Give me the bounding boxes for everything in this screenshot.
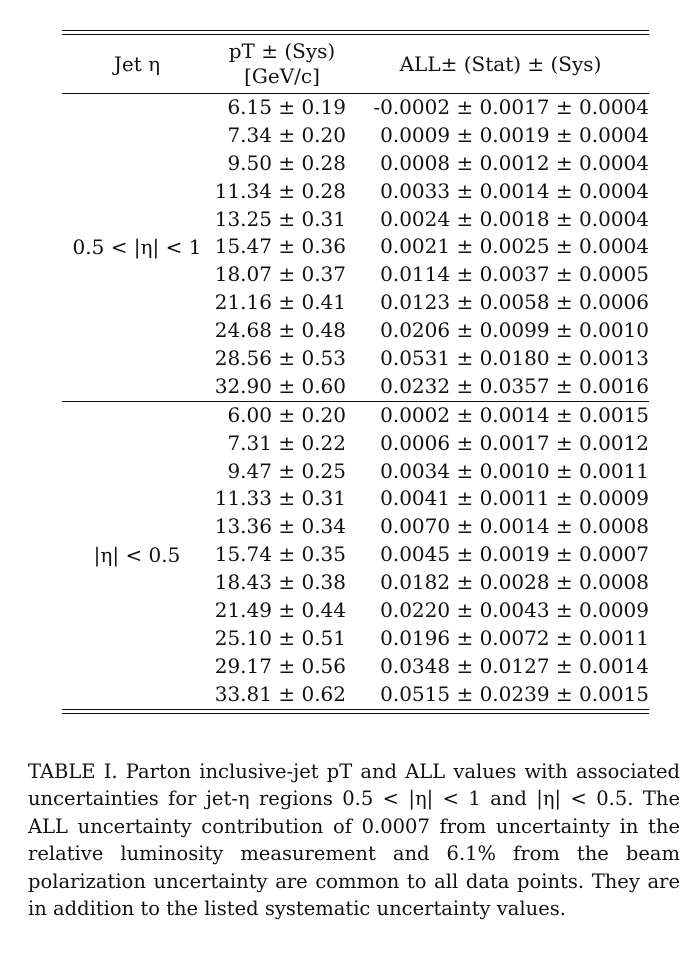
table-cell-all: 0.0008 ± 0.0012 ± 0.0004 [380, 150, 649, 175]
table-cell-all: 0.0070 ± 0.0014 ± 0.0008 [380, 514, 649, 539]
table-bottom-rule [62, 709, 649, 714]
table-cell-pt: 28.56 ± 0.53 [214, 346, 346, 371]
table-cell-pt: 15.47 ± 0.36 [214, 234, 346, 259]
table-cell-all: 0.0206 ± 0.0099 ± 0.0010 [380, 318, 649, 343]
table-cell-all: 0.0114 ± 0.0037 ± 0.0005 [380, 262, 649, 287]
header-pt-line1: pT ± (Sys) [228, 39, 336, 63]
table-cell-pt: 29.17 ± 0.56 [214, 653, 346, 678]
table-cell-all: 0.0220 ± 0.0043 ± 0.0009 [380, 598, 649, 623]
table-cell-pt: 21.49 ± 0.44 [214, 598, 346, 623]
table-cell-all: 0.0196 ± 0.0072 ± 0.0011 [380, 625, 649, 650]
table-cell-all: 0.0232 ± 0.0357 ± 0.0016 [380, 373, 649, 398]
table-cell-pt: 15.74 ± 0.35 [214, 542, 346, 567]
section-forward [62, 94, 649, 401]
table-cell-pt: 18.43 ± 0.38 [214, 570, 346, 595]
table-cell-all: -0.0002 ± 0.0017 ± 0.0004 [373, 95, 649, 119]
table-header [62, 35, 649, 93]
table-cell-pt: 7.31 ± 0.22 [227, 430, 346, 455]
header-pt-line2: [GeV/c] [244, 64, 320, 88]
section-label: |η| < 0.5 [93, 543, 181, 568]
table-cell-pt: 6.00 ± 0.20 [227, 402, 346, 427]
table-cell-pt: 13.25 ± 0.31 [214, 206, 346, 231]
section-central [62, 402, 649, 709]
table-cell-pt: 9.47 ± 0.25 [227, 458, 346, 483]
table-cell-all: 0.0033 ± 0.0014 ± 0.0004 [380, 178, 649, 203]
table-cell-pt: 18.07 ± 0.37 [214, 262, 346, 287]
table-cell-pt: 13.36 ± 0.34 [214, 514, 346, 539]
header-all: ALL± (Stat) ± (Sys) [399, 52, 602, 76]
table-cell-pt: 11.33 ± 0.31 [214, 486, 346, 511]
table-cell-pt: 11.34 ± 0.28 [214, 178, 346, 203]
section-label: 0.5 < |η| < 1 [72, 235, 202, 260]
table-cell-all: 0.0182 ± 0.0028 ± 0.0008 [380, 570, 649, 595]
table-cell-all: 0.0024 ± 0.0018 ± 0.0004 [380, 206, 649, 231]
table-cell-pt: 9.50 ± 0.28 [227, 150, 346, 175]
results-table [62, 30, 649, 714]
table-cell-pt: 21.16 ± 0.41 [214, 290, 346, 315]
table-cell-pt: 6.15 ± 0.19 [227, 95, 346, 119]
table-cell-all: 0.0006 ± 0.0017 ± 0.0012 [380, 430, 649, 455]
table-cell-all: 0.0041 ± 0.0011 ± 0.0009 [380, 486, 649, 511]
table-cell-all: 0.0348 ± 0.0127 ± 0.0014 [380, 653, 649, 678]
table-cell-pt: 32.90 ± 0.60 [214, 373, 346, 398]
header-jet-eta: Jet η [113, 52, 161, 76]
header-pt [212, 39, 352, 89]
table-cell-pt: 25.10 ± 0.51 [214, 625, 346, 650]
table-cell-pt: 33.81 ± 0.62 [214, 681, 346, 706]
table-caption: TABLE I. Parton inclusive-jet pT and ALL values with associated uncertainties for jet-η regions 0.5 < |η| < 1 and |η| < 0.5. The ALL uncertainty contribution of 0.0007 from uncertainty in the relative luminosity measurement and 6.1% from the beam polarization uncertainty are common to all data points. They are in addition to the listed systematic uncertainty values. [28, 759, 680, 921]
table-cell-all: 0.0123 ± 0.0058 ± 0.0006 [380, 290, 649, 315]
table-cell-all: 0.0034 ± 0.0010 ± 0.0011 [380, 458, 649, 483]
table-cell-all: 0.0045 ± 0.0019 ± 0.0007 [380, 542, 649, 567]
table-cell-all: 0.0515 ± 0.0239 ± 0.0015 [380, 681, 649, 706]
table-cell-all: 0.0021 ± 0.0025 ± 0.0004 [380, 234, 649, 259]
table-cell-pt: 7.34 ± 0.20 [227, 122, 346, 147]
table-cell-all: 0.0009 ± 0.0019 ± 0.0004 [380, 122, 649, 147]
table-cell-pt: 24.68 ± 0.48 [214, 318, 346, 343]
table-cell-all: 0.0531 ± 0.0180 ± 0.0013 [380, 346, 649, 371]
table-cell-all: 0.0002 ± 0.0014 ± 0.0015 [380, 402, 649, 427]
